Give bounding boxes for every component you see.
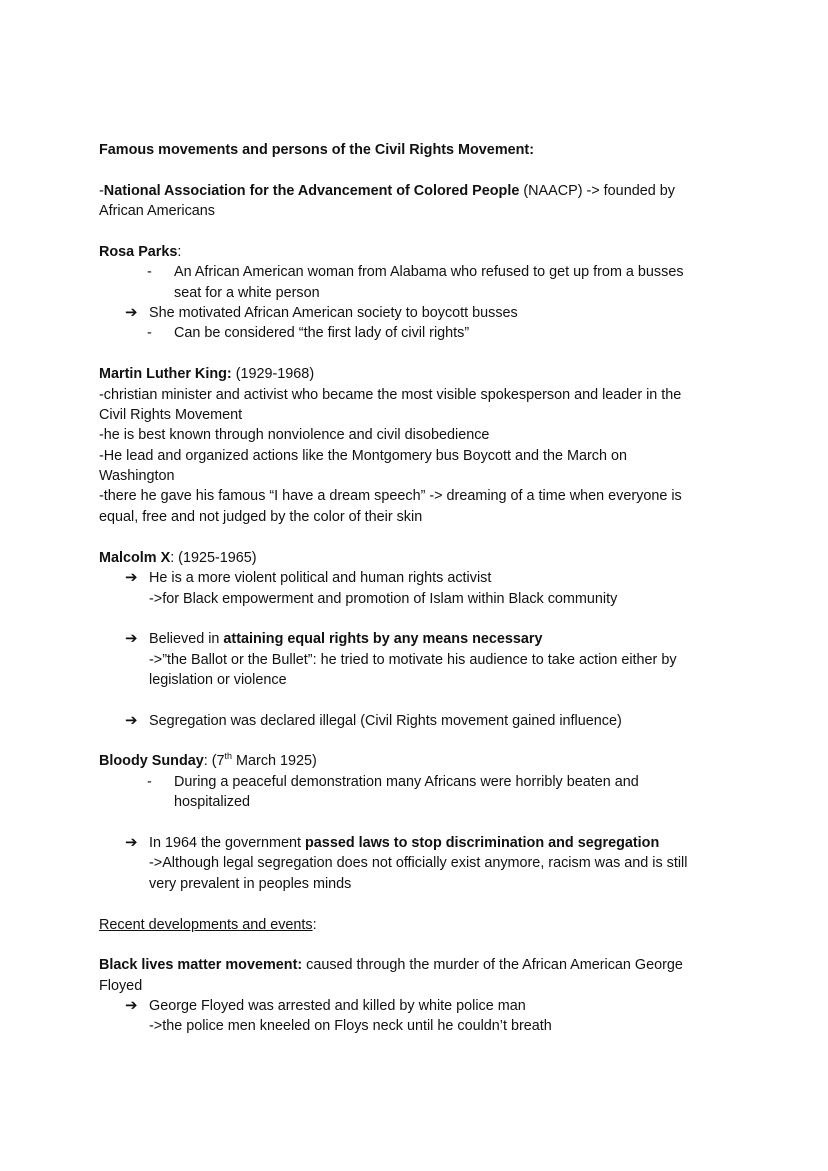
right-arrow-icon: ➔ xyxy=(125,834,138,851)
malcolm-arrow-1-line-1: He is a more violent political and human rights activist xyxy=(149,570,492,586)
right-arrow-icon: ➔ xyxy=(125,997,138,1014)
blm-arrow-line-2: ->the police men kneeled on Floys neck until he couldn’t breath xyxy=(149,1018,552,1034)
blm-arrow-line-1: George Floyed was arrested and killed by white police man xyxy=(149,998,526,1014)
rosa-arrow-1: She motivated African American society to boycott busses xyxy=(149,305,518,321)
right-arrow-icon: ➔ xyxy=(125,630,138,647)
malcolm-arrow-2-line-1: Believed in attaining equal rights by any means necessary xyxy=(149,631,543,647)
bloody-arrow-line-3: very prevalent in peoples minds xyxy=(149,876,352,892)
dash-bullet: - xyxy=(147,774,152,790)
malcolm-arrow-2-line-2: ->”the Ballot or the Bullet”: he tried to motivate his audience to take action either by xyxy=(149,652,677,668)
page-title: Famous movements and persons of the Civil Rights Movement: xyxy=(99,142,534,158)
malcolm-heading: Malcolm X: (1925-1965) xyxy=(99,550,257,566)
dash-bullet: - xyxy=(147,325,152,341)
malcolm-arrow-3: Segregation was declared illegal (Civil Rights movement gained influence) xyxy=(149,713,622,729)
mlk-line-1: -christian minister and activist who became the most visible spokesperson and leader in the xyxy=(99,387,682,403)
mlk-line-4: -He lead and organized actions like the Montgomery bus Boycott and the March on xyxy=(99,448,627,464)
naacp-name: National Association for the Advancement of Colored People xyxy=(103,183,520,199)
rosa-heading: Rosa Parks: xyxy=(99,244,182,260)
malcolm-arrow-1-line-2: ->for Black empowerment and promotion of Islam within Black community xyxy=(149,591,618,607)
right-arrow-icon: ➔ xyxy=(125,304,138,321)
naacp-line-2: African Americans xyxy=(99,203,215,219)
mlk-line-5: Washington xyxy=(99,468,175,484)
blm-line-1: Black lives matter movement: caused through the murder of the African American George xyxy=(99,957,683,973)
malcolm-arrow-2-line-3: legislation or violence xyxy=(149,672,287,688)
mlk-line-3: -he is best known through nonviolence and civil disobedience xyxy=(99,427,490,443)
right-arrow-icon: ➔ xyxy=(125,569,138,586)
mlk-line-7: equal, free and not judged by the color of their skin xyxy=(99,509,423,525)
rosa-bullet-2: Can be considered “the first lady of civil rights” xyxy=(174,325,470,341)
bloody-arrow-line-1: In 1964 the government passed laws to stop discrimination and segregation xyxy=(149,835,660,851)
naacp-line-1: -National Association for the Advancement of Colored People (NAACP) -> founded by xyxy=(99,183,675,199)
mlk-line-6: -there he gave his famous “I have a dream speech” -> dreaming of a time when everyone is xyxy=(99,488,682,504)
bloody-bullet-line-1: During a peaceful demonstration many Africans were horribly beaten and xyxy=(174,774,639,790)
right-arrow-icon: ➔ xyxy=(125,712,138,729)
bloody-bullet-line-2: hospitalized xyxy=(174,794,251,810)
rosa-bullet-1-line-1: An African American woman from Alabama who refused to get up from a busses xyxy=(174,264,684,280)
mlk-line-2: Civil Rights Movement xyxy=(99,407,243,423)
bloody-arrow-line-2: ->Although legal segregation does not officially exist anymore, racism was and is still xyxy=(149,855,688,871)
blm-line-2: Floyed xyxy=(99,978,143,994)
rosa-bullet-1-line-2: seat for a white person xyxy=(174,285,320,301)
recent-heading: Recent developments and events: xyxy=(99,917,317,933)
mlk-heading: Martin Luther King: (1929-1968) xyxy=(99,366,315,382)
bloody-heading: Bloody Sunday: (7th March 1925) xyxy=(99,751,317,769)
dash-bullet: - xyxy=(147,264,152,280)
